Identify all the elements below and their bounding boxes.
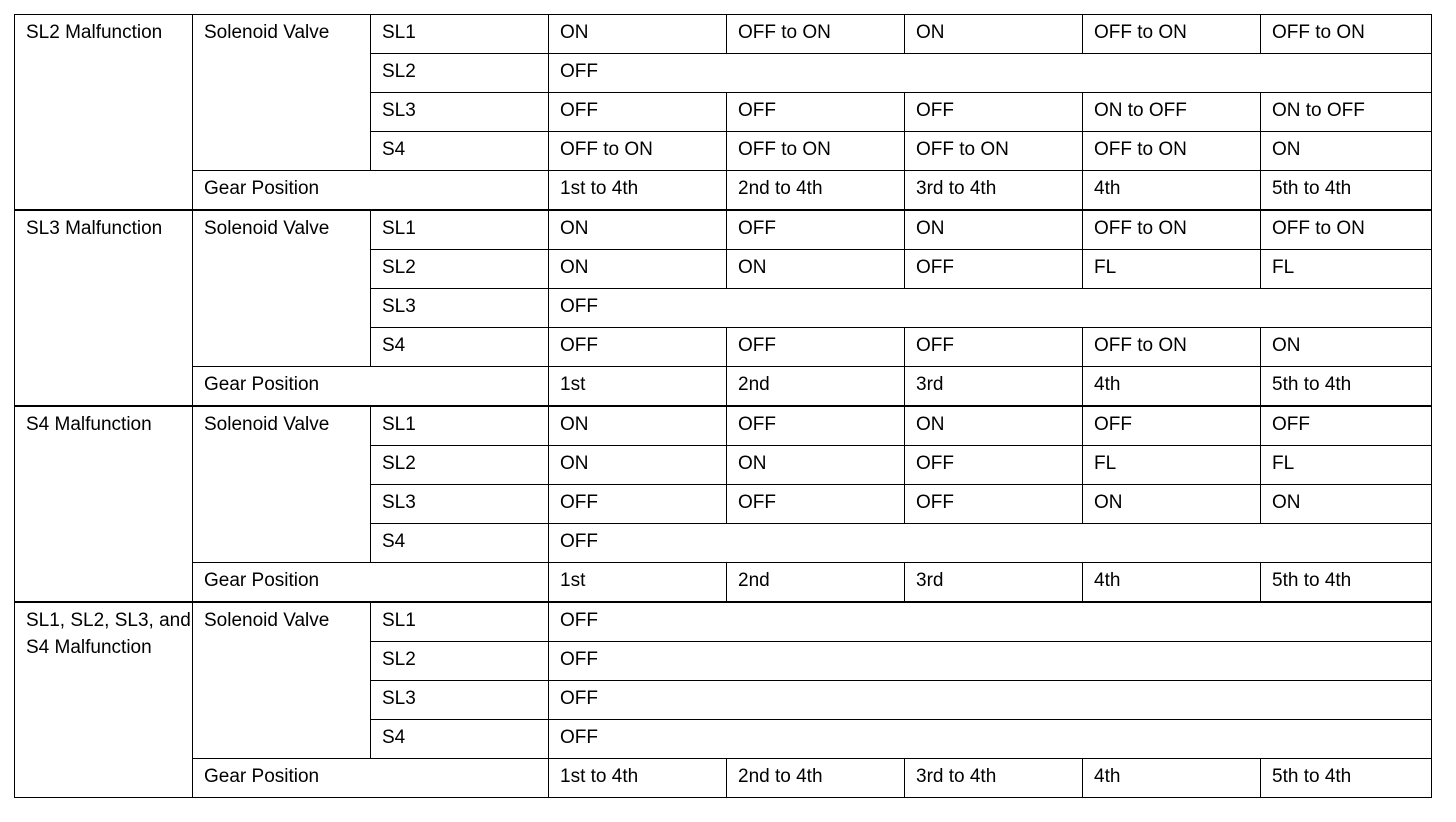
solenoid-valve-label: Solenoid Valve [193,210,371,367]
table-cell: 5th to 4th [1261,367,1432,407]
table-cell: ON [1083,485,1261,524]
table-cell: 5th to 4th [1261,563,1432,603]
table-row [15,171,1432,211]
table-cell: OFF [549,328,727,367]
valve-s4-label: S4 [371,328,549,367]
table-cell: OFF to ON [1083,132,1261,171]
table-cell: OFF [549,642,1432,681]
table-cell: OFF [905,328,1083,367]
table-cell: OFF to ON [727,15,905,54]
table-cell: 2nd to 4th [727,759,905,798]
table-cell: OFF [549,485,727,524]
table-cell: ON [549,210,727,250]
table-cell: ON [905,406,1083,446]
valve-sl3-label: SL3 [371,93,549,132]
table-cell: OFF [727,485,905,524]
table-cell: 4th [1083,171,1261,211]
valve-s4-label: S4 [371,132,549,171]
valve-sl2-label: SL2 [371,250,549,289]
table-cell: 1st to 4th [549,759,727,798]
table-cell: 3rd to 4th [905,759,1083,798]
table-cell: OFF to ON [1261,210,1432,250]
table-cell: OFF [727,210,905,250]
table-cell: OFF [905,485,1083,524]
table-cell: ON [1261,328,1432,367]
table-cell: OFF [549,54,1432,93]
table-row [15,602,1432,642]
table-cell: OFF [905,250,1083,289]
gear-position-label: Gear Position [193,171,549,211]
table-cell: OFF [549,602,1432,642]
gear-position-label: Gear Position [193,367,549,407]
table-cell: OFF [549,681,1432,720]
table-cell: 4th [1083,563,1261,603]
table-cell: 5th to 4th [1261,759,1432,798]
table-cell: OFF to ON [1083,15,1261,54]
table-cell: FL [1083,250,1261,289]
table-cell: ON to OFF [1261,93,1432,132]
table-cell: 1st [549,563,727,603]
gear-position-label: Gear Position [193,759,549,798]
gear-position-label: Gear Position [193,563,549,603]
table-cell: ON [905,210,1083,250]
fail-safe-table [14,14,1432,798]
table-cell: ON to OFF [1083,93,1261,132]
valve-sl1-label: SL1 [371,602,549,642]
table-cell: 4th [1083,759,1261,798]
table-cell: OFF [549,289,1432,328]
table-row [15,367,1432,407]
table-row [15,563,1432,603]
table-cell: 1st to 4th [549,171,727,211]
table-cell: 2nd [727,563,905,603]
table-cell: OFF to ON [549,132,727,171]
malfunction-title: SL1, SL2, SL3, and S4 Malfunction [15,602,193,798]
table-cell: ON [549,250,727,289]
valve-s4-label: S4 [371,720,549,759]
table-cell: 5th to 4th [1261,171,1432,211]
valve-sl2-label: SL2 [371,446,549,485]
valve-sl3-label: SL3 [371,681,549,720]
table-row [15,759,1432,798]
solenoid-valve-label: Solenoid Valve [193,602,371,759]
table-cell: FL [1261,446,1432,485]
table-cell: OFF [905,93,1083,132]
table-cell: OFF to ON [905,132,1083,171]
malfunction-title: SL3 Malfunction [15,210,193,406]
valve-sl2-label: SL2 [371,642,549,681]
table-cell: ON [727,446,905,485]
table-cell: OFF [1261,406,1432,446]
table-cell: OFF [549,720,1432,759]
table-cell: OFF [727,328,905,367]
table-cell: OFF [549,93,727,132]
valve-sl1-label: SL1 [371,406,549,446]
malfunction-title: SL2 Malfunction [15,15,193,211]
table-cell: ON [1261,485,1432,524]
table-cell: OFF to ON [1261,15,1432,54]
malfunction-title: S4 Malfunction [15,406,193,602]
table-cell: OFF to ON [1083,328,1261,367]
valve-s4-label: S4 [371,524,549,563]
table-cell: OFF [1083,406,1261,446]
table-cell: OFF [549,524,1432,563]
table-cell: 3rd to 4th [905,171,1083,211]
table-cell: 4th [1083,367,1261,407]
table-cell: ON [727,250,905,289]
valve-sl3-label: SL3 [371,485,549,524]
valve-sl2-label: SL2 [371,54,549,93]
table-cell: 1st [549,367,727,407]
table-cell: 3rd [905,367,1083,407]
table-cell: 3rd [905,563,1083,603]
table-cell: ON [905,15,1083,54]
table-cell: ON [1261,132,1432,171]
table-cell: ON [549,15,727,54]
solenoid-valve-label: Solenoid Valve [193,15,371,171]
valve-sl3-label: SL3 [371,289,549,328]
table-cell: OFF [727,406,905,446]
table-cell: FL [1261,250,1432,289]
table-cell: OFF to ON [1083,210,1261,250]
table-cell: 2nd to 4th [727,171,905,211]
solenoid-valve-label: Solenoid Valve [193,406,371,563]
table-cell: FL [1083,446,1261,485]
table-cell: OFF [905,446,1083,485]
table-cell: ON [549,446,727,485]
table-row [15,210,1432,250]
table-row [15,15,1432,54]
valve-sl1-label: SL1 [371,15,549,54]
table-row [15,406,1432,446]
table-cell: 2nd [727,367,905,407]
table-cell: OFF [727,93,905,132]
table-cell: OFF to ON [727,132,905,171]
valve-sl1-label: SL1 [371,210,549,250]
table-cell: ON [549,406,727,446]
